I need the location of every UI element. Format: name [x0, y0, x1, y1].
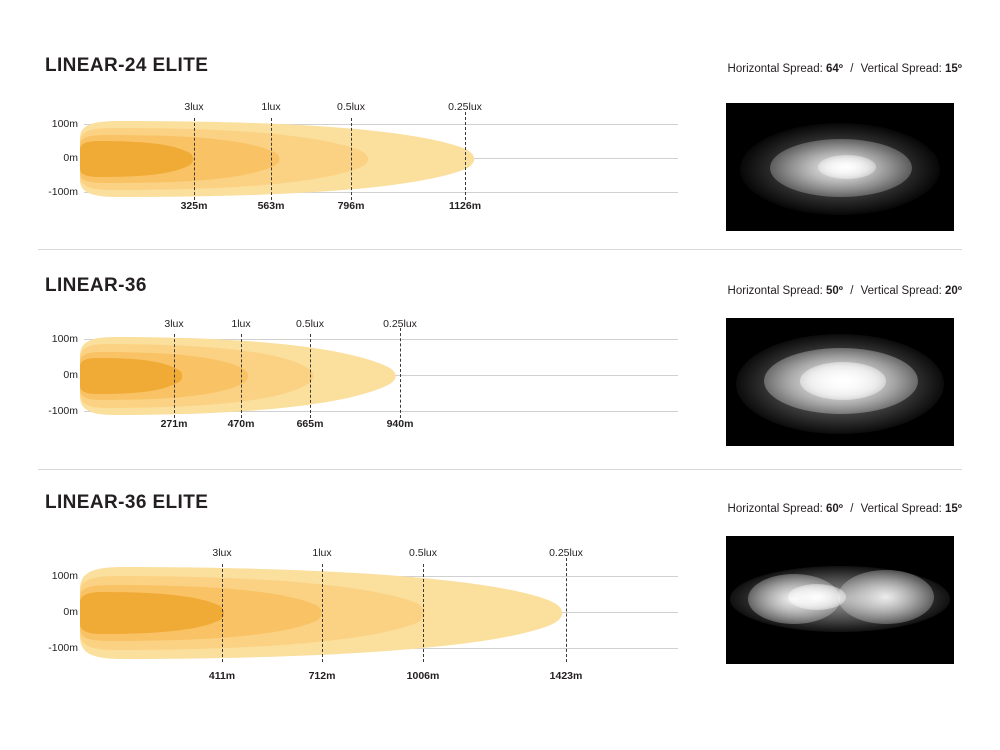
section-linear-36-elite [0, 470, 1000, 750]
lux-line-0.25lux [465, 112, 466, 200]
page-title: LINEAR-36 ELITE [45, 492, 209, 513]
lux-label-0.25lux: 0.25lux [549, 547, 583, 559]
lux-label-3lux: 3lux [164, 318, 184, 330]
beam-diagram [0, 470, 700, 750]
horizontal-spread-value: 50º [826, 285, 843, 297]
vertical-spread-value: 15º [945, 503, 962, 515]
glow-mid-right [838, 570, 934, 624]
page-title: LINEAR-24 ELITE [45, 55, 209, 76]
lux-label-1lux: 1lux [312, 547, 332, 559]
lux-label-1lux: 1lux [261, 101, 281, 113]
page-title: LINEAR-36 [45, 275, 147, 296]
beam-diagram [0, 0, 700, 250]
section-linear-36 [0, 250, 1000, 470]
vertical-spread-value: 20º [945, 285, 962, 297]
lux-line-0.5lux [351, 118, 352, 200]
beam-photo [726, 536, 954, 664]
lux-line-1lux [322, 564, 323, 662]
lux-line-3lux [222, 564, 223, 662]
spread-info [728, 63, 962, 75]
lux-line-0.25lux [566, 558, 567, 662]
y-axis-label-mid: 0m [63, 369, 78, 381]
beam-diagram [0, 250, 700, 470]
vertical-spread-label: Vertical Spread: [860, 285, 942, 297]
distance-label-0.25lux: 1423m [549, 670, 583, 682]
distance-label-1lux: 712m [308, 670, 336, 682]
spread-separator: / [850, 285, 854, 297]
y-axis-label-bottom: -100m [48, 186, 78, 198]
lux-line-3lux [194, 118, 195, 200]
distance-label-3lux: 325m [180, 200, 208, 212]
section-linear-24-elite [0, 0, 1000, 250]
spread-info [728, 285, 962, 297]
y-axis-label-mid: 0m [63, 606, 78, 618]
lux-line-0.5lux [423, 564, 424, 662]
lux-line-0.5lux [310, 334, 311, 418]
lux-line-3lux [174, 334, 175, 418]
beam-photo [726, 318, 954, 446]
lux-label-1lux: 1lux [231, 318, 251, 330]
beam-photo [726, 103, 954, 231]
spread-separator: / [850, 63, 854, 75]
y-axis-label-bottom: -100m [48, 642, 78, 654]
distance-label-1lux: 470m [227, 418, 255, 430]
spread-separator: / [850, 503, 854, 515]
lux-label-0.5lux: 0.5lux [408, 547, 438, 559]
distance-label-0.5lux: 796m [337, 200, 365, 212]
glow-hotspot [788, 584, 846, 610]
distance-label-0.25lux: 940m [386, 418, 414, 430]
lux-line-0.25lux [400, 328, 401, 418]
distance-label-0.5lux: 665m [296, 418, 324, 430]
distance-label-1lux: 563m [257, 200, 285, 212]
lux-label-0.5lux: 0.5lux [295, 318, 325, 330]
lux-label-0.25lux: 0.25lux [383, 318, 417, 330]
horizontal-spread-value: 64º [826, 63, 843, 75]
lux-label-3lux: 3lux [184, 101, 204, 113]
vertical-spread-value: 15º [945, 63, 962, 75]
beam-3lux [78, 357, 186, 395]
glow-hotspot [818, 155, 876, 179]
y-axis-label-top: 100m [51, 570, 78, 582]
spread-info [728, 503, 962, 515]
y-axis-label-bottom: -100m [48, 405, 78, 417]
y-axis-label-mid: 0m [63, 152, 78, 164]
glow-hotspot [800, 362, 886, 400]
lux-line-1lux [271, 118, 272, 200]
lux-label-0.5lux: 0.5lux [336, 101, 366, 113]
beam-3lux [78, 591, 230, 635]
distance-label-0.5lux: 1006m [406, 670, 440, 682]
horizontal-spread-value: 60º [826, 503, 843, 515]
y-axis-label-top: 100m [51, 333, 78, 345]
horizontal-spread-label: Horizontal Spread: [727, 285, 823, 297]
vertical-spread-label: Vertical Spread: [860, 503, 942, 515]
lux-label-3lux: 3lux [212, 547, 232, 559]
y-axis-label-top: 100m [51, 118, 78, 130]
lux-label-0.25lux: 0.25lux [448, 101, 482, 113]
vertical-spread-label: Vertical Spread: [860, 63, 942, 75]
distance-label-0.25lux: 1126m [448, 200, 482, 212]
beam-3lux [78, 140, 198, 178]
distance-label-3lux: 271m [160, 418, 188, 430]
distance-label-3lux: 411m [208, 670, 236, 682]
horizontal-spread-label: Horizontal Spread: [727, 63, 823, 75]
lux-line-1lux [241, 334, 242, 418]
horizontal-spread-label: Horizontal Spread: [727, 503, 823, 515]
